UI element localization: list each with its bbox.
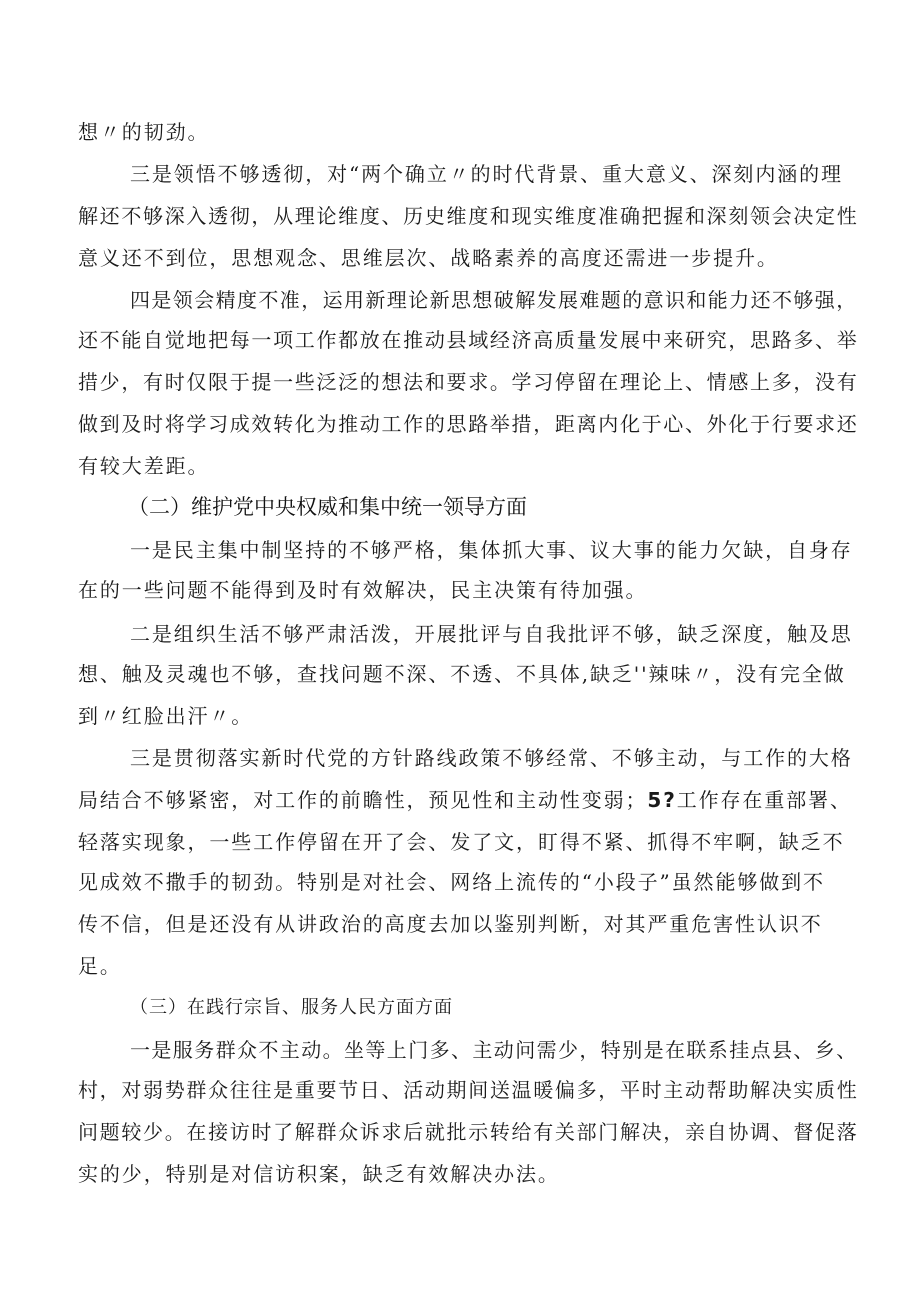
paragraph-line: 一是民主集中制坚持的不够严格，集体抓大事、议大事的能力欠缺，自身存 [130,538,853,562]
paragraph-line: 到〃红脸出汗〃。 [78,704,254,728]
section-heading-3: （三）在践行宗旨、服务人民方面方面 [130,997,453,1018]
paragraph-text: 局结合不够紧密，对工作的前瞻性，预见性和主动性变弱； [78,788,648,812]
section-heading-2: （二）维护党中央权威和集中统一领导方面 [128,495,527,519]
paragraph-line: 二是组织生活不够严肃活泼，开展批评与自我批评不够，缺乏深度，触及思 [130,622,853,646]
paragraph-line: 在的一些问题不能得到及时有效解决，民主决策有待加强。 [78,578,648,602]
paragraph-line [78,788,852,812]
paragraph-line: 实的少，特别是对信访积案，缺乏有效解决办法。 [78,1162,560,1186]
paragraph-line: 想、触及灵魂也不够，查找问题不深、不透、不具体,缺乏''辣味〃，没有完全做 [78,662,846,686]
paragraph-line: 轻落实现象，一些工作停留在开了会、发了文，盯得不紧、抓得不牢啊，缺乏不 [78,830,845,854]
paragraph-line: 问题较少。在接访时了解群众诉求后就批示转给有关部门解决，亲自协调、督促落 [78,1120,859,1144]
paragraph-line: 见成效不撒手的韧劲。特别是对社会、网络上流传的“小段子”虽然能够做到不 [78,870,825,894]
paragraph-line: 三是领悟不够透彻，对“两个确立〃的时代背景、重大意义、深刻内涵的理 [130,162,843,186]
paragraph-line: 村，对弱势群众往往是重要节日、活动期间送温暖偏多，平时主动帮助解决实质性 [78,1078,859,1102]
paragraph-line: 有较大差距。 [78,454,210,478]
paragraph-line: 还不能自觉地把每一项工作都放在推动县域经济高质量发展中来研究，思路多、举 [78,328,859,352]
paragraph-line: 想〃的韧劲。 [78,120,210,144]
paragraph-line: 传不信，但是还没有从讲政治的高度去加以鉴别判断，对其严重危害性认识不 [78,912,823,936]
paragraph-text: 工作存在重部署、 [676,788,852,812]
paragraph-line: 足。 [78,954,122,978]
garbled-marker: 5? [647,788,677,812]
paragraph-line: 意义还不到位，思想观念、思维层次、战略素养的高度还需进一步提升。 [78,246,779,270]
paragraph-line: 做到及时将学习成效转化为推动工作的思路举措，距离内化于心、外化于行要求还 [78,412,859,436]
paragraph-line: 四是领会精度不准，运用新理论新思想破解发展难题的意识和能力还不够强， [130,288,858,312]
paragraph-line: 解还不够深入透彻，从理论维度、历史维度和现实维度准确把握和深刻领会决定性 [78,204,859,228]
paragraph-line: 三是贯彻落实新时代党的方针路线政策不够经常、不够主动，与工作的大格 [130,746,853,770]
paragraph-line: 一是服务群众不主动。坐等上门多、主动问需少，特别是在联系挂点县、乡、 [130,1038,858,1062]
paragraph-line: 措少，有时仅限于提一些泛泛的想法和要求。学习停留在理论上、情感上多，没有 [78,370,859,394]
